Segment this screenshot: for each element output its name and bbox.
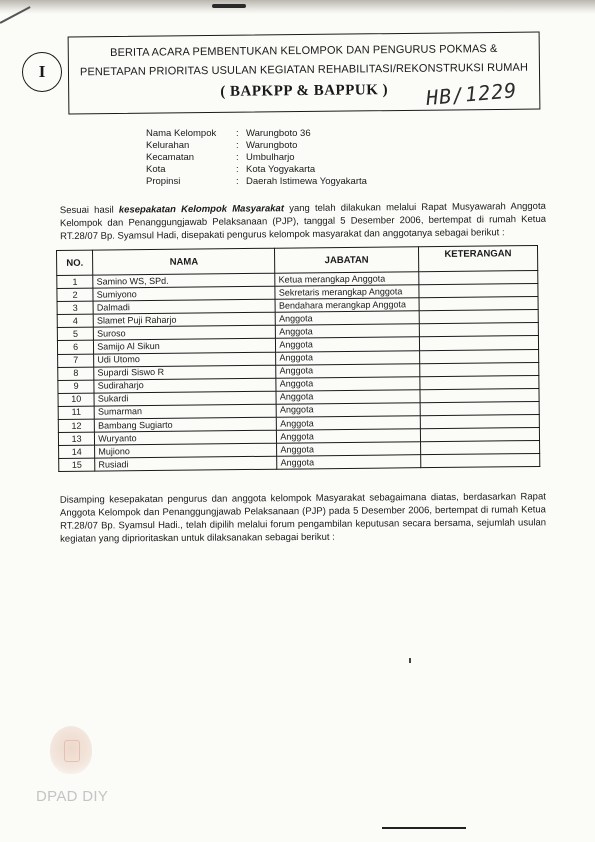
row-keterangan xyxy=(419,323,538,337)
row-jabatan: Anggota xyxy=(276,390,420,405)
row-nama: Dalmadi xyxy=(93,299,275,314)
row-keterangan xyxy=(419,336,538,350)
title-line-1: BERITA ACARA PEMBENTUKAN KELOMPOK DAN PENGURUS POKMAS & xyxy=(110,42,498,60)
section-number-badge: I xyxy=(22,52,62,92)
info-label: Kecamatan xyxy=(146,152,195,163)
row-jabatan: Anggota xyxy=(275,311,419,326)
info-label: Propinsi xyxy=(146,176,181,187)
info-row: Kecamatan : Umbulharjo xyxy=(146,152,295,163)
row-nama: Sumarman xyxy=(94,404,276,419)
row-no: 6 xyxy=(57,341,93,354)
info-value: Daerah Istimewa Yogyakarta xyxy=(246,176,367,187)
row-nama: Samijo Al Sikun xyxy=(94,339,276,354)
row-jabatan: Anggota xyxy=(277,455,421,470)
row-keterangan xyxy=(420,414,539,428)
row-jabatan: Bendahara merangkap Anggota xyxy=(275,298,419,313)
row-no: 8 xyxy=(58,367,94,380)
emphasis-text: kesepakatan Kelompok Masyarakat xyxy=(118,203,285,216)
members-table xyxy=(56,245,540,472)
priority-paragraph: Disamping kesepakatan pengurus dan anggota kelompok Masyarakat sebagaimana diatas, berdasarkan Rapat Anggota Kelompok dan Penanggungjawab Pelaksanaan (PJP) pada 5 Desember 2006, bertempat di rumah Ketua RT.28/07 Bp. Syamsul Hadi., telah dipilih melalui forum pengambilan keputusan secara bersama, sejumlah usulan kegiatan yang diprioritaskan untuk dilaksanakan sebagai berikut : xyxy=(59,491,547,545)
intro-paragraph: Sesuai hasil kesepakatan Kelompok Masyarakat yang telah dilakukan melalui Rapat Musyawarah Anggota Kelompok dan Penanggungjawab Pelaksanaan (PJP), tanggal 5 Desember 2006, bertempat di rumah Ketua RT.28/07 Bp. Syamsul Hadi, disepakati pengurus kelompok masyarakat dan anggotanya sebagai berikut : xyxy=(59,200,547,243)
row-no: 5 xyxy=(57,327,93,340)
ink-dot xyxy=(409,658,411,663)
row-keterangan xyxy=(420,454,539,468)
row-keterangan xyxy=(419,310,538,324)
row-nama: Mujiono xyxy=(95,443,277,458)
info-row: Kelurahan : Warungboto xyxy=(146,140,298,151)
info-value: Umbulharjo xyxy=(246,152,295,163)
row-keterangan xyxy=(419,362,538,376)
title-line-3: ( BAPKPP & BAPPUK ) xyxy=(220,82,389,100)
header-keterangan: KETERANGAN xyxy=(418,245,538,271)
row-jabatan: Anggota xyxy=(276,324,420,339)
row-jabatan: Anggota xyxy=(276,337,420,352)
row-jabatan: Anggota xyxy=(277,442,421,457)
row-jabatan: Anggota xyxy=(276,376,420,391)
row-nama: Supardi Siswo R xyxy=(94,365,276,380)
row-jabatan: Anggota xyxy=(276,403,420,418)
info-row: Kota : Kota Yogyakarta xyxy=(146,164,316,175)
scan-edge xyxy=(0,0,595,14)
row-nama: Sumiyono xyxy=(93,286,275,301)
row-nama: Sudiraharjo xyxy=(94,378,276,393)
row-nama: Suroso xyxy=(94,326,276,341)
row-no: 4 xyxy=(57,314,93,327)
row-nama: Wuryanto xyxy=(95,430,277,445)
info-row: Propinsi : Daerah Istimewa Yogyakarta xyxy=(146,176,367,187)
row-jabatan: Anggota xyxy=(277,416,421,431)
info-value: Warungboto 36 xyxy=(246,128,311,139)
row-keterangan xyxy=(420,388,539,402)
info-label: Kelurahan xyxy=(146,140,190,151)
scan-mark xyxy=(212,4,246,8)
header-no: NO. xyxy=(57,250,93,275)
signature-line xyxy=(382,827,466,829)
row-keterangan xyxy=(420,401,539,415)
handwritten-code: HB/1229 xyxy=(425,78,519,110)
row-no: 12 xyxy=(58,419,94,432)
title-line-2: PENETAPAN PRIORITAS USULAN KEGIATAN REHABILITASI/REKONSTRUKSI RUMAH xyxy=(79,61,529,79)
info-row: Nama Kelompok : Warungboto 36 xyxy=(146,128,311,139)
row-jabatan: Anggota xyxy=(277,429,421,444)
row-jabatan: Ketua merangkap Anggota xyxy=(275,272,419,287)
row-no: 13 xyxy=(58,432,94,445)
row-no: 15 xyxy=(59,458,95,471)
header-nama: NAMA xyxy=(93,248,275,275)
row-no: 3 xyxy=(57,301,93,314)
row-jabatan: Sekretaris merangkap Anggota xyxy=(275,285,419,300)
row-no: 11 xyxy=(58,406,94,419)
row-nama: Udi Utomo xyxy=(94,352,276,367)
info-value: Kota Yogyakarta xyxy=(246,164,316,175)
row-keterangan xyxy=(419,284,538,298)
row-keterangan xyxy=(419,297,538,311)
row-jabatan: Anggota xyxy=(276,350,420,365)
row-nama: Slamet Puji Raharjo xyxy=(93,312,275,327)
row-jabatan: Anggota xyxy=(276,363,420,378)
row-keterangan xyxy=(418,270,537,284)
row-no: 10 xyxy=(58,393,94,406)
row-no: 9 xyxy=(58,380,94,393)
info-label: Kota xyxy=(146,164,166,175)
row-keterangan xyxy=(419,349,538,363)
row-keterangan xyxy=(420,441,539,455)
row-nama: Samino WS, SPd. xyxy=(93,273,275,288)
row-nama: Sukardi xyxy=(94,391,276,406)
row-keterangan xyxy=(420,428,539,442)
row-no: 7 xyxy=(58,354,94,367)
info-value: Warungboto xyxy=(246,140,298,151)
row-nama: Rusiadi xyxy=(95,457,277,472)
row-keterangan xyxy=(420,375,539,389)
row-no: 14 xyxy=(59,445,95,458)
row-nama: Bambang Sugiarto xyxy=(95,417,277,432)
watermark: DPAD DIY xyxy=(36,788,109,805)
row-no: 1 xyxy=(57,275,93,288)
row-no: 2 xyxy=(57,288,93,301)
header-jabatan: JABATAN xyxy=(275,247,419,274)
archive-seal-logo xyxy=(50,726,92,774)
info-label: Nama Kelompok xyxy=(146,128,217,139)
group-info xyxy=(146,128,367,188)
